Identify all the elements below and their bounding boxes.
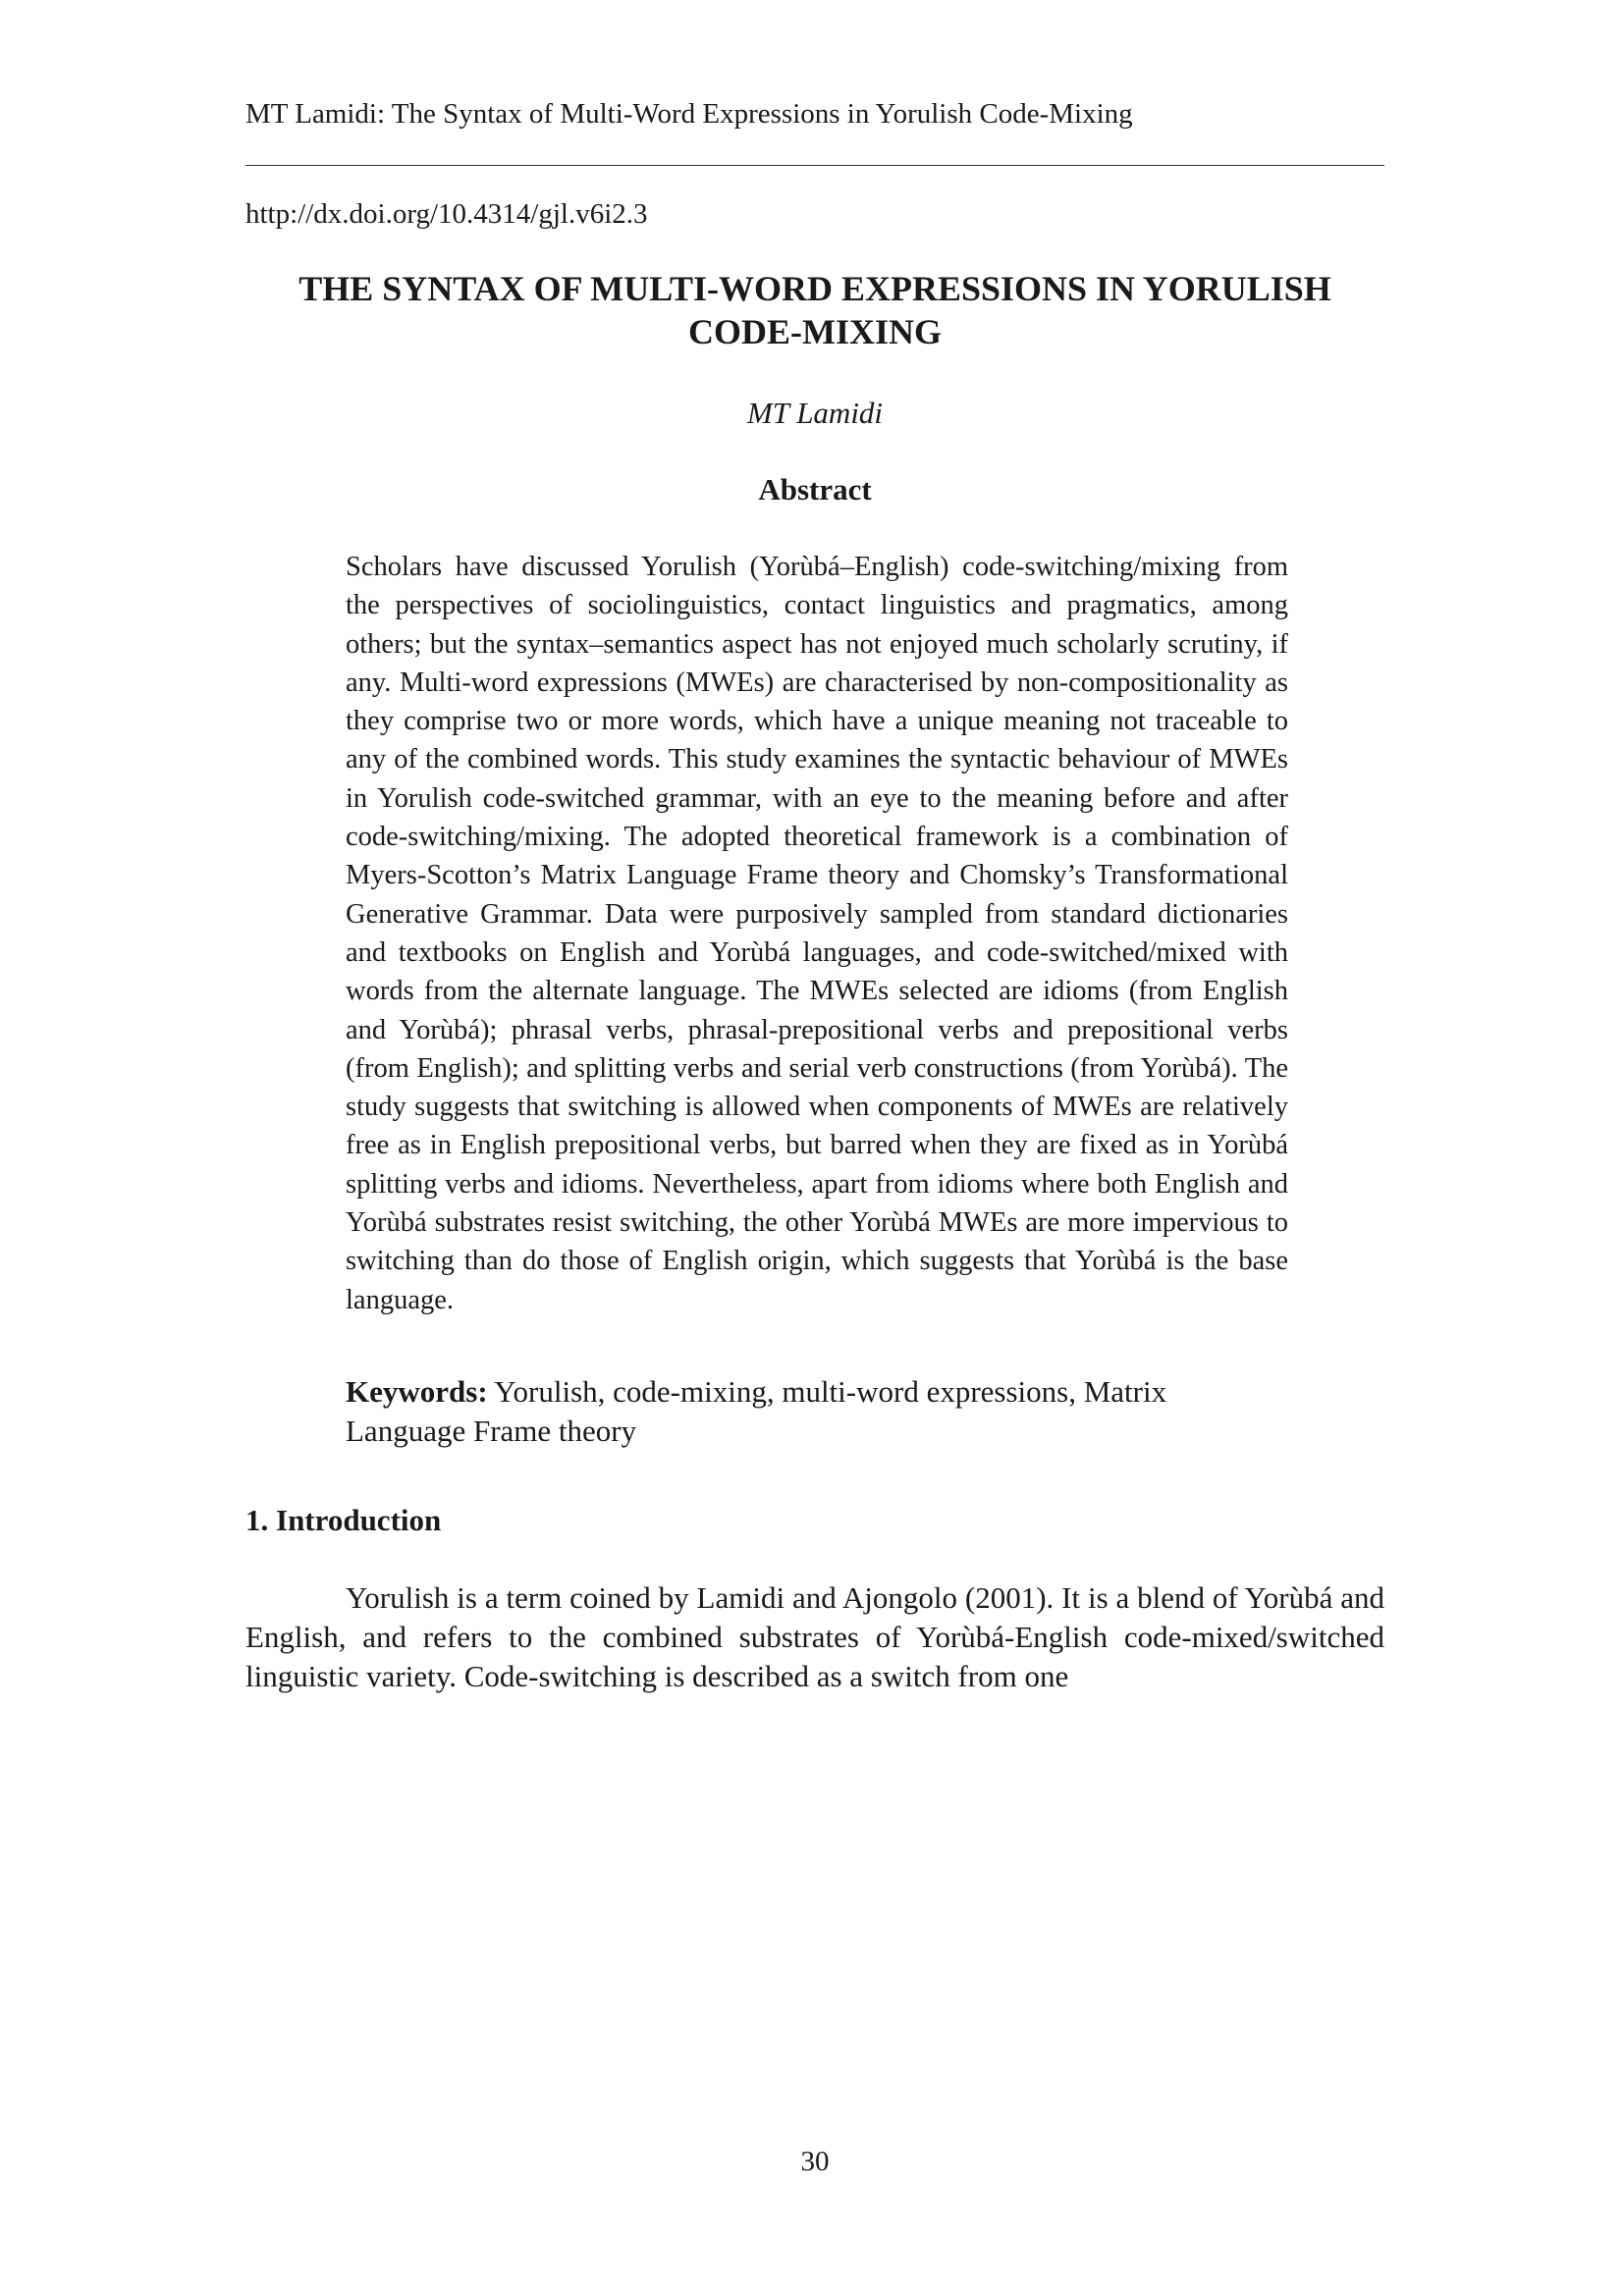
page-number: 30	[800, 2146, 830, 2177]
abstract-text: Scholars have discussed Yorulish (Yorùbá–English) code-switching/mixing from the perspectives of sociolinguistics, contact linguistics and pragmatics, among others; but the syntax–semantics aspect has not enjoyed much scholarly scrutiny, if any. Multi-word expressions (MWEs) are characterised by non-compositionality as they comprise two or more words, which have a unique meaning not traceable to any of the combined words. This study examines the syntactic behaviour of MWEs in Yorulish code-switched grammar, with an eye to the meaning before and after code-switching/mixing. The adopted theoretical framework is a combination of Myers-Scotton’s Matrix Language Frame theory and Chomsky’s Transformational Generative Grammar. Data were purposively sampled from standard dictionaries and textbooks on English and Yorùbá languages, and code-switched/mixed with words from the alternate language. The MWEs selected are idioms (from English and Yorùbá); phrasal verbs, phrasal-prepositional verbs and prepositional verbs (from English); and splitting verbs and serial verb constructions (from Yorùbá). The study suggests that switching is allowed when components of MWEs are relatively free as in English prepositional verbs, but barred when they are fixed as in Yorùbá splitting verbs and idioms. Nevertheless, apart from idioms where both English and Yorùbá substrates resist switching, the other Yorùbá MWEs are more impervious to switching than do those of English origin, which suggests that Yorùbá is the base language.	[346, 552, 1288, 1315]
keywords	[346, 1372, 1288, 1451]
keywords-text: Yorulish, code-mixing, multi-word expressions, Matrix Language Frame theory	[346, 1374, 1167, 1448]
running-header: MT Lamidi: The Syntax of Multi-Word Expressions in Yorulish Code-Mixing	[245, 98, 1133, 130]
doi-link[interactable]: http://dx.doi.org/10.4314/gjl.v6i2.3	[245, 198, 648, 230]
introduction-paragraph: Yorulish is a term coined by Lamidi and Ajongolo (2001). It is a blend of Yorùbá and English, and refers to the combined substrates of Yorùbá-English code-mixed/switched linguistic variety. Code-switching is described as a switch from one	[245, 1580, 1384, 1693]
header-divider	[245, 165, 1384, 166]
author-name: MT Lamidi	[746, 396, 884, 430]
article-title: THE SYNTAX OF MULTI-WORD EXPRESSIONS IN YORULISH CODE-MIXING	[298, 269, 1331, 351]
keywords-label: Keywords:	[346, 1374, 488, 1409]
section-heading-introduction: 1. Introduction	[245, 1503, 442, 1537]
abstract-heading: Abstract	[758, 472, 872, 507]
